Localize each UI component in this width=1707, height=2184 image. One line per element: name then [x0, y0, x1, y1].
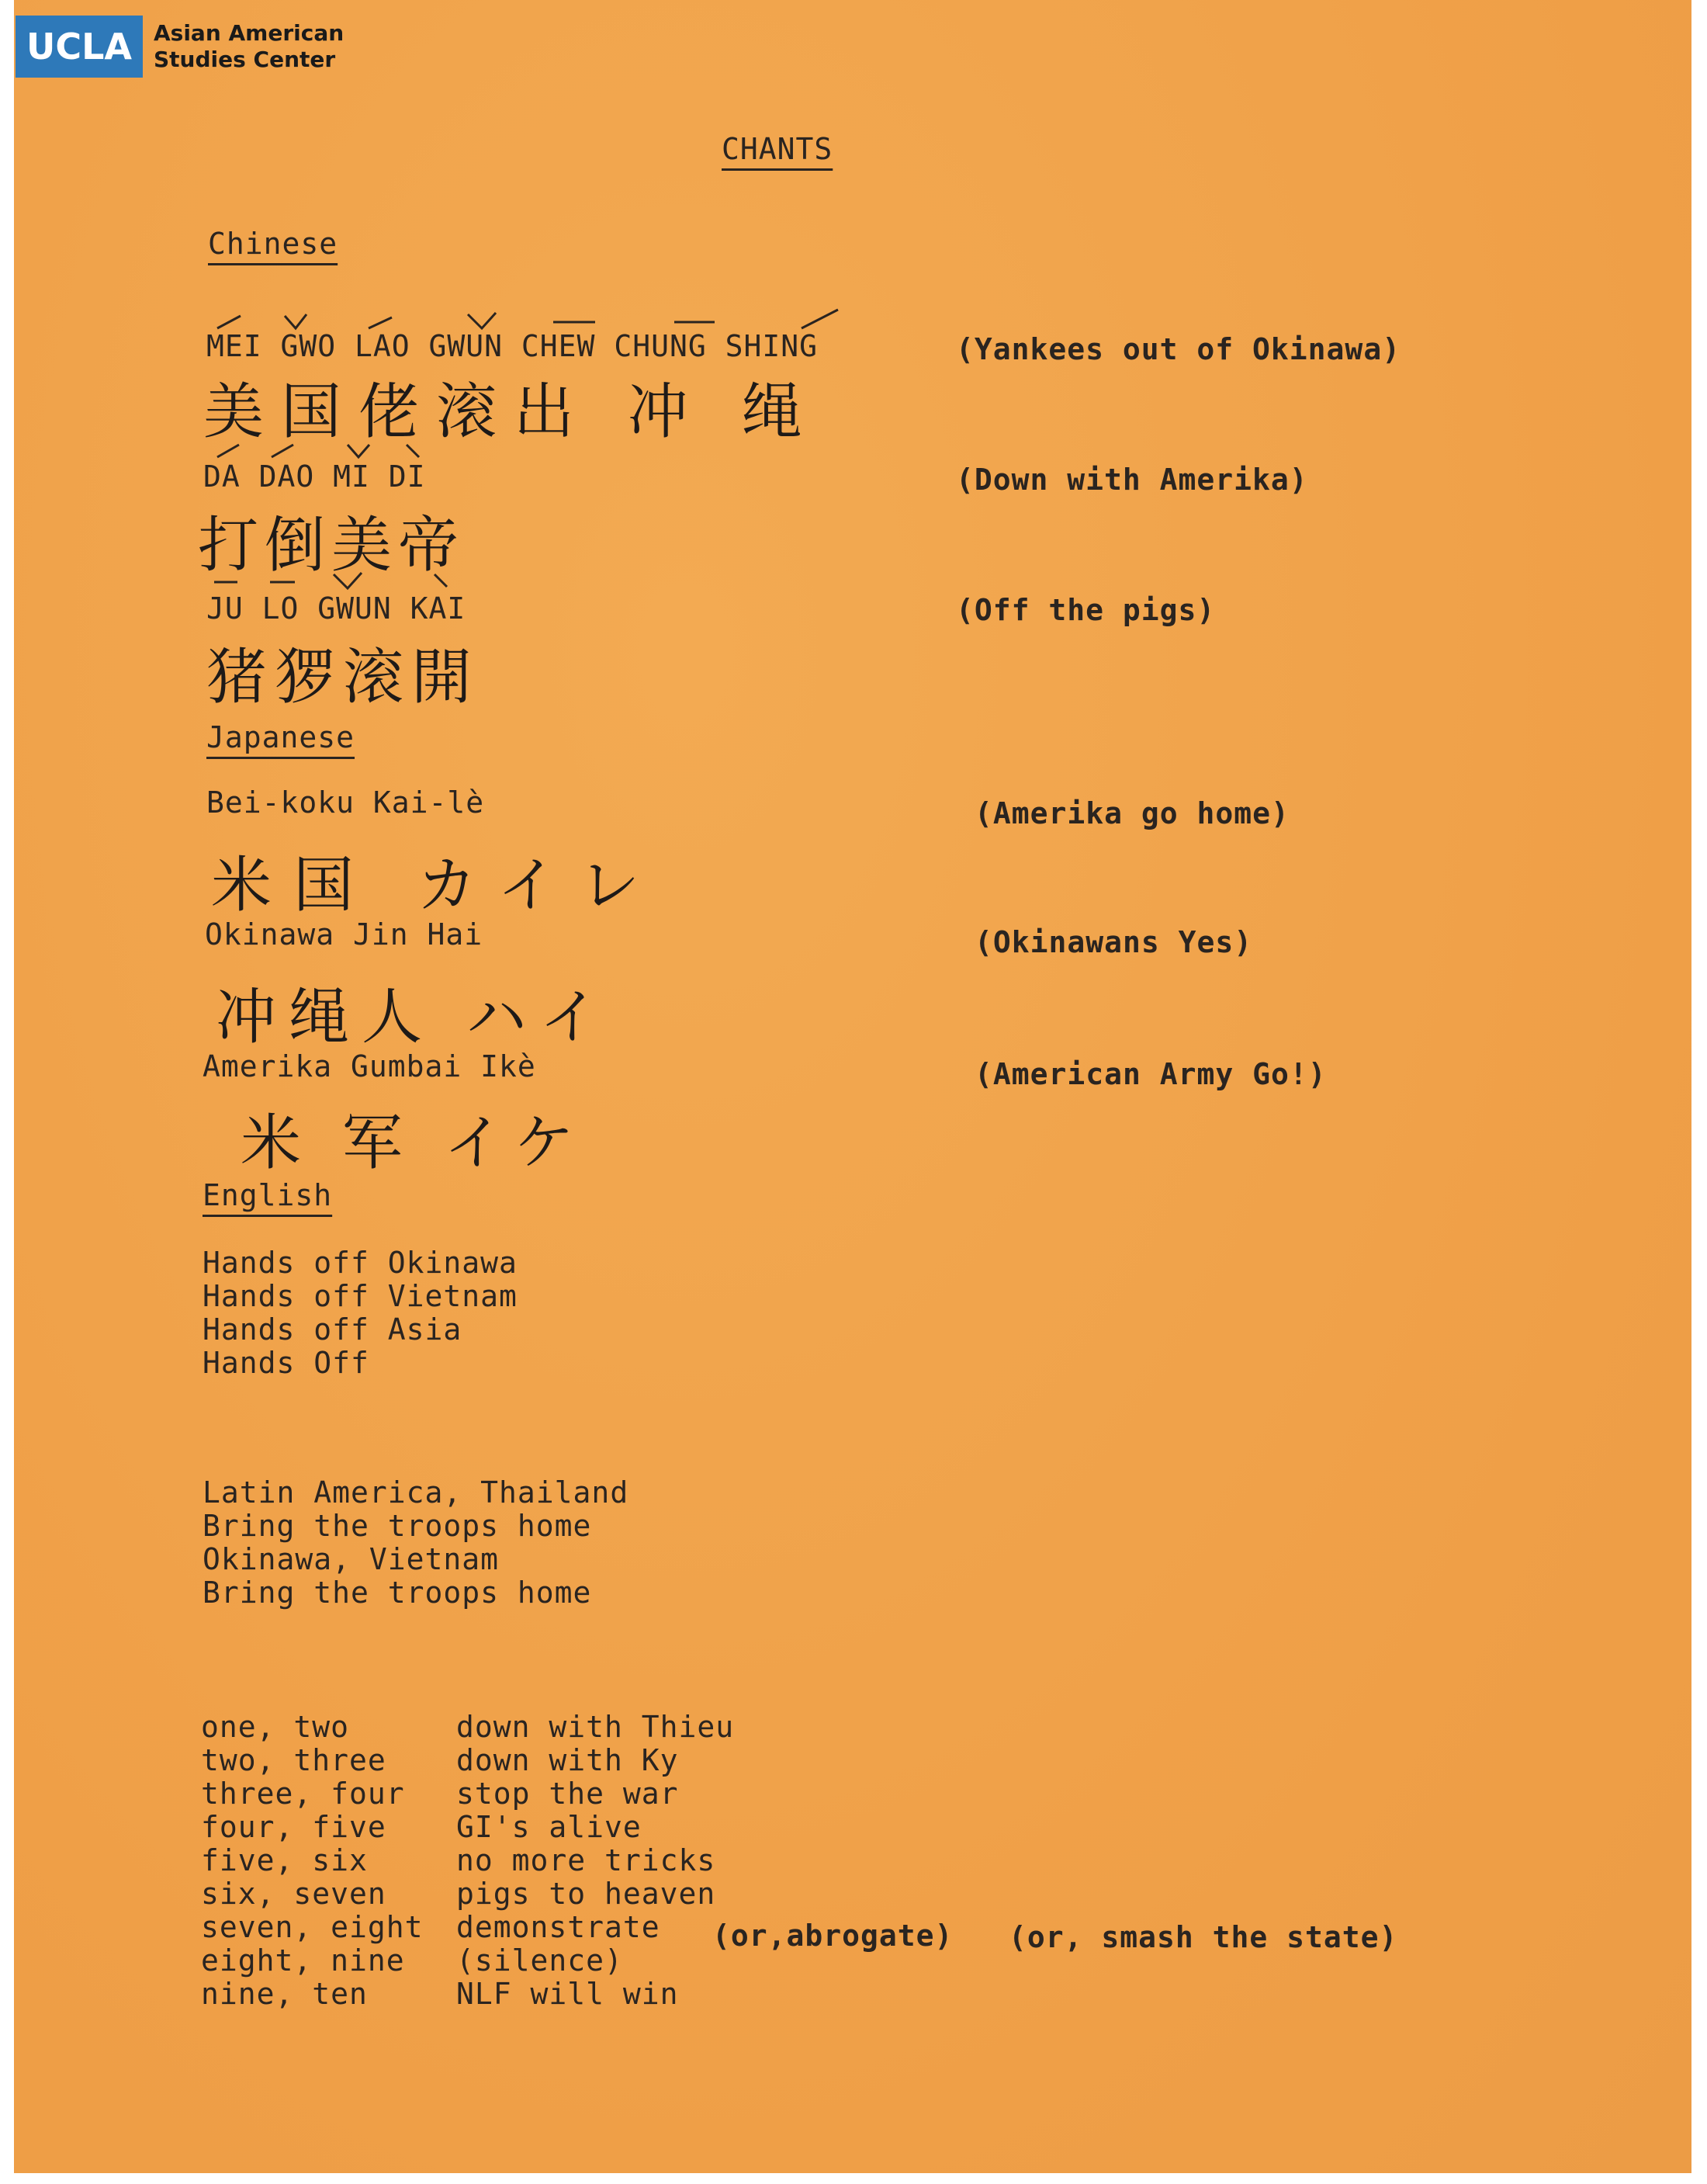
count-line: NLF will win	[456, 1977, 679, 2011]
count-line: one, two	[201, 1710, 350, 1744]
english-block-2	[203, 1476, 628, 1610]
count-line: down with Thieu	[456, 1710, 735, 1744]
alternate-smash-the-state: (or, smash the state)	[1009, 1920, 1398, 1954]
text-line: Hands off Asia	[203, 1312, 462, 1347]
japanese-romanization-1: Bei-koku Kai-lè	[206, 785, 485, 820]
text-line: Bring the troops home	[203, 1576, 592, 1610]
tone-marks-row-3	[203, 560, 498, 595]
chinese-characters-1: 美国佬滚出 冲 绳	[203, 377, 819, 447]
japanese-translation-2: (Okinawans Yes)	[975, 925, 1253, 959]
counting-left-column	[201, 1711, 424, 2011]
count-line: down with Ky	[456, 1743, 679, 1777]
count-line: pigs to heaven	[456, 1877, 716, 1911]
logo-mark: UCLA	[16, 16, 143, 78]
count-line: six, seven	[201, 1877, 386, 1911]
chinese-romanization-3: JU LO GWUN KAI	[206, 591, 466, 626]
heading-japanese: Japanese	[206, 720, 355, 754]
japanese-translation-1: (Amerika go home)	[975, 796, 1290, 830]
chinese-romanization-2: DA DAO MI DI	[203, 459, 426, 494]
count-line: seven, eight	[201, 1910, 424, 1944]
count-line: nine, ten	[201, 1977, 368, 2011]
text-line: Hands Off	[203, 1346, 369, 1380]
text-line: Hands off Vietnam	[203, 1279, 518, 1313]
count-line: demonstrate	[456, 1910, 660, 1944]
alternate-abrogate: (or,abrogate)	[712, 1919, 954, 1953]
text-line: Bring the troops home	[203, 1509, 592, 1543]
count-line: stop the war	[456, 1777, 679, 1811]
count-line: three, four	[201, 1777, 405, 1811]
japanese-characters-3: 米 军 イケ	[241, 1108, 586, 1178]
chinese-characters-2: 打倒美帝	[198, 511, 466, 581]
english-block-1	[203, 1246, 518, 1380]
page-title: CHANTS	[722, 132, 833, 166]
logo-line-1: Asian American	[154, 20, 345, 46]
logo-line-2: Studies Center	[154, 47, 336, 72]
text-line: Latin America, Thailand	[203, 1475, 629, 1510]
heading-chinese: Chinese	[208, 227, 338, 261]
text-line: Hands off Okinawa	[203, 1246, 518, 1280]
count-line: eight, nine	[201, 1943, 405, 1978]
chinese-characters-3: 猪猡滚開	[206, 643, 480, 712]
count-line: two, three	[201, 1743, 386, 1777]
counting-right-column	[456, 1711, 734, 2011]
heading-english: English	[203, 1178, 333, 1212]
count-line: (silence)	[456, 1943, 623, 1978]
ucla-logo	[16, 16, 344, 78]
japanese-romanization-3: Amerika Gumbai Ikè	[203, 1049, 536, 1083]
chinese-translation-3: (Off the pigs)	[956, 593, 1216, 627]
logo-caption	[154, 20, 344, 73]
count-line: GI's alive	[456, 1810, 642, 1844]
japanese-characters-1: 米国 カイレ	[211, 851, 662, 920]
count-line: no more tricks	[456, 1843, 716, 1877]
japanese-characters-2: 冲绳人 ハイ	[216, 983, 612, 1052]
count-line: five, six	[201, 1843, 368, 1877]
japanese-romanization-2: Okinawa Jin Hai	[205, 917, 483, 952]
chinese-romanization-1: MEI GWO LAO GWUN CHEW CHUNG SHING	[206, 329, 818, 363]
text-line: Okinawa, Vietnam	[203, 1542, 500, 1576]
chinese-translation-2: (Down with Amerika)	[956, 463, 1308, 497]
count-line: four, five	[201, 1810, 386, 1844]
chinese-translation-1: (Yankees out of Okinawa)	[956, 332, 1401, 366]
japanese-translation-3: (American Army Go!)	[975, 1057, 1327, 1091]
